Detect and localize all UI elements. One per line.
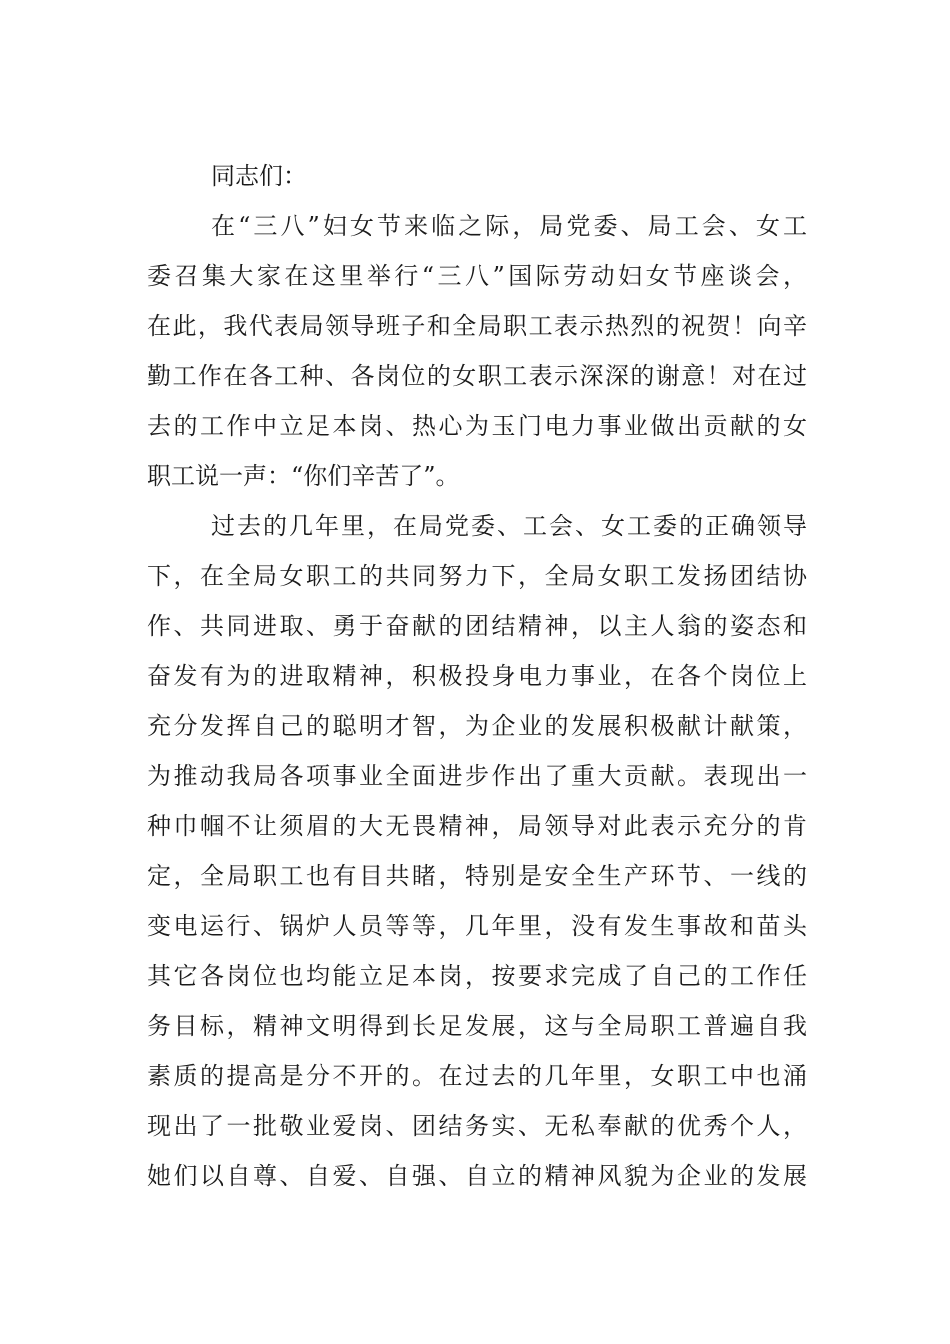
text-line: 下，在全局女职工的共同努力下，全局女职工发扬团结协 bbox=[147, 562, 807, 590]
text-line: 勤工作在各工种、各岗位的女职工表示深深的谢意！对在过 bbox=[147, 362, 807, 390]
text-line: 其它各岗位也均能立足本岗，按要求完成了自己的工作任 bbox=[147, 962, 807, 990]
text-line: 种巾帼不让须眉的大无畏精神，局领导对此表示充分的肯 bbox=[147, 812, 807, 840]
text-line: 为推动我局各项事业全面进步作出了重大贡献。表现出一 bbox=[147, 762, 807, 790]
paragraph-2 bbox=[147, 501, 807, 1201]
text-line: 过去的几年里，在局党委、工会、女工委的正确领导 bbox=[211, 512, 807, 540]
text-line: 在“三八”妇女节来临之际，局党委、局工会、女工 bbox=[211, 212, 807, 240]
text-line: 职工说一声：“你们辛苦了”。 bbox=[147, 462, 460, 490]
text-line: 在此，我代表局领导班子和全局职工表示热烈的祝贺！向辛 bbox=[147, 312, 807, 340]
text-line: 她们以自尊、自爱、自强、自立的精神风貌为企业的发展 bbox=[147, 1162, 807, 1190]
text-line: 定，全局职工也有目共睹，特别是安全生产环节、一线的 bbox=[147, 862, 807, 890]
paragraph-1 bbox=[147, 201, 807, 501]
text-line: 务目标，精神文明得到长足发展，这与全局职工普遍自我 bbox=[147, 1012, 807, 1040]
document-body bbox=[147, 151, 807, 1201]
text-line: 素质的提高是分不开的。在过去的几年里，女职工中也涌 bbox=[147, 1062, 807, 1090]
text-line: 委召集大家在这里举行“三八”国际劳动妇女节座谈会， bbox=[147, 262, 807, 290]
text-line: 变电运行、锅炉人员等等，几年里，没有发生事故和苗头 bbox=[147, 912, 807, 940]
text-line: 充分发挥自己的聪明才智，为企业的发展积极献计献策， bbox=[147, 712, 807, 740]
text-line: 奋发有为的进取精神，积极投身电力事业，在各个岗位上 bbox=[147, 662, 807, 690]
salutation: 同志们： bbox=[211, 162, 307, 190]
text-line: 现出了一批敬业爱岗、团结务实、无私奉献的优秀个人， bbox=[147, 1112, 807, 1140]
text-line: 作、共同进取、勇于奋献的团结精神，以主人翁的姿态和 bbox=[147, 612, 807, 640]
text-line: 去的工作中立足本岗、热心为玉门电力事业做出贡献的女 bbox=[147, 412, 807, 440]
